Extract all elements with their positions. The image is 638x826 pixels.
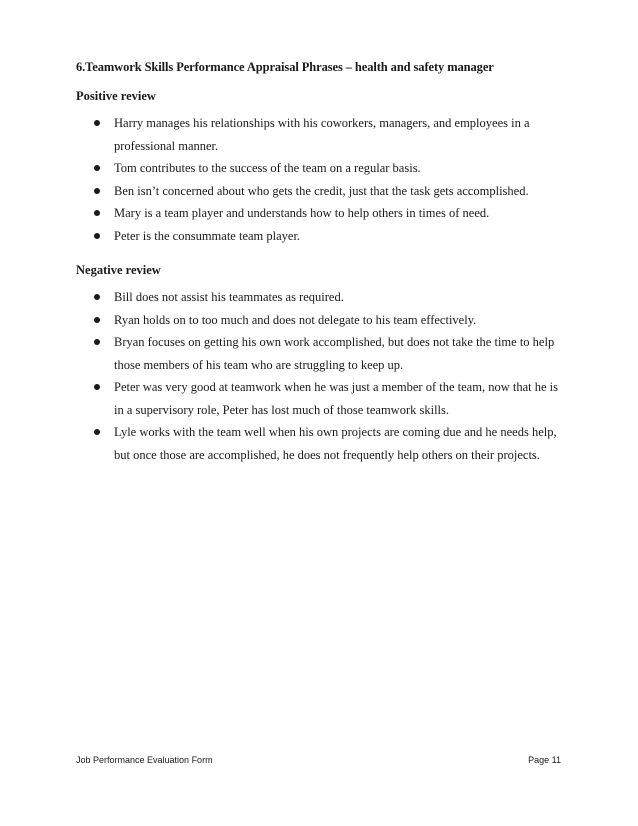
bullet-icon — [94, 317, 100, 323]
bullet-icon — [94, 165, 100, 171]
list-item-text: Ben isn’t concerned about who gets the credit, just that the task gets accomplished. — [114, 183, 529, 198]
positive-review-heading: Positive review — [76, 89, 156, 103]
list-item — [94, 202, 564, 225]
list-item-text: Mary is a team player and understands how to help others in times of need. — [114, 206, 490, 220]
list-item — [94, 331, 564, 376]
negative-review-list — [94, 286, 564, 466]
list-item — [94, 112, 564, 157]
list-item — [94, 157, 564, 180]
bullet-icon — [94, 429, 100, 435]
list-item — [94, 180, 564, 203]
bullet-icon — [94, 339, 100, 345]
list-item — [94, 225, 564, 248]
footer-page-number: Page 11 — [528, 755, 561, 765]
list-item-text: Ryan holds on to too much and does not delegate to his team effectively. — [114, 312, 477, 327]
bullet-icon — [94, 188, 100, 194]
list-item-text: Peter was very good at teamwork when he was just a member of the team, now that he is in a supervisory role, Peter has lost much of those teamwork skills. — [114, 380, 558, 417]
list-item — [94, 421, 564, 466]
list-item-text: Lyle works with the team well when his own projects are coming due and he needs help, but once those are accomplished, he does not frequently help others on their projects. — [114, 425, 557, 462]
list-item — [94, 309, 564, 332]
bullet-icon — [94, 384, 100, 390]
list-item-text: Harry manages his relationships with his coworkers, managers, and employees in a professional manner. — [114, 116, 530, 153]
list-item-text: Bryan focuses on getting his own work accomplished, but does not take the time to help those members of his team who are struggling to keep up. — [114, 335, 555, 372]
page-title: 6.Teamwork Skills Performance Appraisal Phrases – health and safety manager — [76, 60, 494, 74]
list-item — [94, 286, 564, 309]
bullet-icon — [94, 210, 100, 216]
negative-review-heading: Negative review — [76, 263, 161, 277]
list-item — [94, 376, 564, 421]
bullet-icon — [94, 233, 100, 239]
list-item-text: Tom contributes to the success of the team on a regular basis. — [114, 161, 421, 175]
bullet-icon — [94, 294, 100, 300]
footer-form-name: Job Performance Evaluation Form — [76, 755, 213, 765]
list-item-text: Bill does not assist his teammates as required. — [114, 290, 344, 304]
list-item-text: Peter is the consummate team player. — [114, 228, 301, 243]
positive-review-list — [94, 112, 564, 247]
bullet-icon — [94, 120, 100, 126]
